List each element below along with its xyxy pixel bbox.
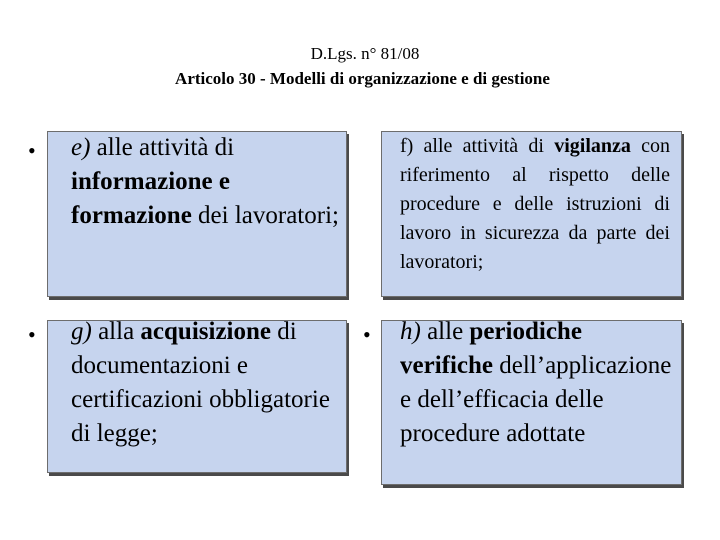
bullet-icon: • [363, 322, 371, 347]
item-e-text: e) alle attività di informazione e formazione dei lavoratori; [71, 134, 339, 229]
item-emphasis: periodiche verifiche [400, 318, 582, 379]
bullet-icon: • [28, 322, 36, 347]
item-emphasis: acquisizione [140, 318, 271, 345]
item-emphasis: informazione e formazione [71, 168, 230, 229]
item-g-text: g) alla acquisizione di documentazioni e certificazioni obbligatorie di legge; [71, 318, 330, 447]
item-emphasis: vigilanza [554, 135, 631, 157]
bullet-icon: • [28, 138, 36, 163]
decree-reference: D.Lgs. n° 81/08 [310, 44, 420, 63]
item-letter: e) [71, 134, 91, 161]
item-f-text: f) alle attività di vigilanza con riferimento al rispetto delle procedure e delle istruzioni di lavoro in sicurezza da parte dei lavoratori; [400, 135, 670, 273]
item-letter: g) [71, 318, 92, 345]
article-title: Articolo 30 - Modelli di organizzazione e di gestione [175, 69, 550, 88]
item-letter: h) [400, 318, 421, 345]
slide-header [0, 42, 720, 90]
item-h-text: h) alle periodiche verifiche dell’applicazione e dell’efficacia delle procedure adottate [400, 318, 672, 447]
